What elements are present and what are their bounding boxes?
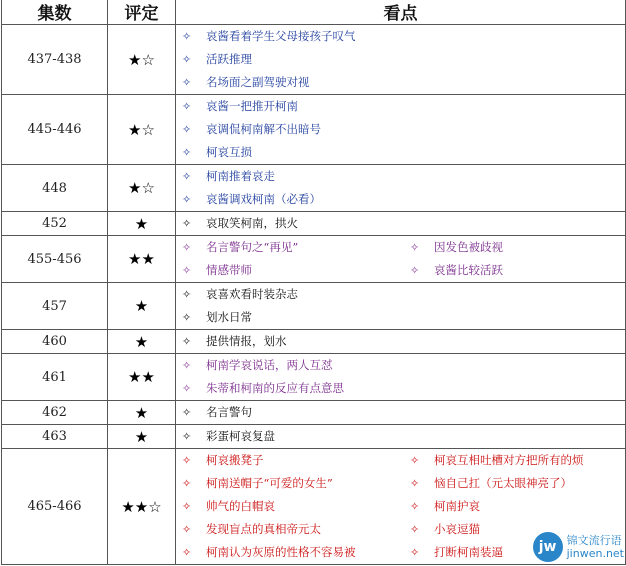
highlight-item [182,354,625,377]
header-highlights: 看点 [176,0,626,25]
episode-cell: 460 [2,330,108,354]
highlight-text: 情感带师 [206,263,252,277]
diamond-outline-icon: ✧ [410,241,420,254]
highlight-item [410,495,584,518]
highlight-text: 名场面之副驾驶对视 [206,75,310,89]
highlights-column-left [182,236,410,282]
rating-cell: ★ [108,425,176,449]
watermark [533,532,624,562]
episode-cell: 461 [2,354,108,401]
highlight-text: 柯南送帽子“可爱的女生” [206,476,333,490]
highlight-text: 小哀逗猫 [434,522,480,536]
watermark-text [567,534,624,560]
table-row [2,212,626,236]
highlight-text: 彩蛋柯哀复盘 [206,429,275,443]
highlight-text: 哀酱看着学生父母接孩子叹气 [206,29,356,43]
diamond-outline-icon: ✧ [410,454,420,467]
highlights-column-right [410,236,503,282]
episode-cell: 437-438 [2,25,108,95]
diamond-outline-icon: ✧ [182,288,192,301]
highlight-item [182,141,625,164]
highlight-text: 柯哀互损 [206,145,252,159]
diamond-outline-icon: ✧ [182,546,192,559]
highlight-item [182,377,625,400]
highlight-item [182,95,625,118]
diamond-outline-icon: ✧ [182,217,192,230]
highlight-item [182,541,410,564]
episode-cell: 462 [2,401,108,425]
rating-cell: ★ [108,330,176,354]
highlight-text: 柯南认为灰原的性格不容易被 [206,545,356,559]
highlight-text: 哀取笑柯南，拱火 [206,216,298,230]
highlights-cell [176,354,626,401]
table-row [2,283,626,330]
highlights-cell [176,165,626,212]
highlight-item [182,306,625,329]
diamond-outline-icon: ✧ [182,30,192,43]
highlight-item [410,259,503,282]
diamond-outline-icon: ✧ [182,53,192,66]
diamond-outline-icon: ✧ [182,76,192,89]
highlight-text: 柯哀搬凳子 [206,453,264,467]
diamond-outline-icon: ✧ [182,454,192,467]
diamond-outline-icon: ✧ [182,500,192,513]
highlights-cell [176,283,626,330]
highlight-item [410,236,503,259]
table-row [2,25,626,95]
diamond-outline-icon: ✧ [182,170,192,183]
highlight-item [182,212,625,235]
diamond-outline-icon: ✧ [182,100,192,113]
highlights-cell [176,330,626,354]
highlight-text: 划水日常 [206,310,252,324]
highlights-cell [176,212,626,236]
table-row [2,425,626,449]
highlight-text: 柯南护哀 [434,499,480,513]
highlight-item [182,48,625,71]
diamond-outline-icon: ✧ [182,193,192,206]
highlight-text: 恼自己扛（元太眼神亮了） [434,476,572,490]
highlight-item [182,495,410,518]
diamond-outline-icon: ✧ [410,523,420,536]
table-row [2,236,626,283]
highlight-text: 帅气的白帽哀 [206,499,275,513]
highlight-item [182,472,410,495]
highlight-text: 朱蒂和柯南的反应有点意思 [206,381,344,395]
highlights-cell [176,25,626,95]
rating-cell: ★☆ [108,95,176,165]
diamond-outline-icon: ✧ [410,546,420,559]
diamond-outline-icon: ✧ [182,523,192,536]
rating-cell: ★ [108,401,176,425]
rating-cell: ★ [108,212,176,236]
highlight-text: 柯哀互相吐槽对方把所有的烦 [434,453,584,467]
highlight-text: 发现盲点的真相帝元太 [206,522,321,536]
highlight-item [182,518,410,541]
highlight-text: 打断柯南装逼 [434,545,503,559]
highlight-text: 提供情报，划水 [206,334,287,348]
diamond-outline-icon: ✧ [182,241,192,254]
highlight-item [182,165,625,188]
highlight-item [182,236,410,259]
diamond-outline-icon: ✧ [182,264,192,277]
highlight-text: 柯南推着哀走 [206,169,275,183]
highlight-item [182,449,410,472]
highlight-item [182,71,625,94]
header-rating: 评定 [108,0,176,25]
highlight-item [182,188,625,211]
highlight-text: 哀喜欢看时装杂志 [206,287,298,301]
highlight-text: 名言警句之“再见” [206,240,299,254]
highlight-item [182,259,410,282]
highlight-text: 名言警句 [206,405,252,419]
rating-cell: ★★ [108,236,176,283]
highlight-item [182,283,625,306]
header-episodes: 集数 [2,0,108,25]
rating-cell: ★★☆ [108,449,176,565]
diamond-outline-icon: ✧ [182,146,192,159]
highlight-item [182,425,625,448]
highlights-cell [176,401,626,425]
episode-table [1,0,626,565]
episode-cell: 452 [2,212,108,236]
highlights-cell [176,236,626,283]
diamond-outline-icon: ✧ [182,382,192,395]
highlight-item [182,25,625,48]
episode-cell: 457 [2,283,108,330]
header-row [2,0,626,25]
diamond-outline-icon: ✧ [182,359,192,372]
rating-cell: ★ [108,283,176,330]
diamond-outline-icon: ✧ [182,311,192,324]
highlights-two-column [182,236,625,282]
diamond-outline-icon: ✧ [182,406,192,419]
highlight-text: 哀酱调戏柯南（必看） [206,192,321,206]
highlight-item [182,118,625,141]
table-row [2,165,626,212]
highlight-text: 哀酱比较活跃 [434,263,503,277]
highlight-text: 哀调侃柯南解不出暗号 [206,122,321,136]
diamond-outline-icon: ✧ [182,430,192,443]
episode-cell: 455-456 [2,236,108,283]
highlight-text: 哀酱一把推开柯南 [206,99,298,113]
highlights-column-left [182,449,410,564]
highlights-cell [176,425,626,449]
table-row [2,401,626,425]
highlight-text: 柯南学哀说话，两人互怼 [206,358,333,372]
diamond-outline-icon: ✧ [410,477,420,490]
episode-cell: 463 [2,425,108,449]
diamond-outline-icon: ✧ [182,335,192,348]
rating-cell: ★☆ [108,165,176,212]
diamond-outline-icon: ✧ [182,477,192,490]
watermark-line2: jinwen.net [566,547,624,560]
highlight-text: 活跃推理 [206,52,252,66]
highlight-item [182,401,625,424]
rating-cell: ★☆ [108,25,176,95]
watermark-logo: jw [533,532,563,562]
episode-cell: 465-466 [2,449,108,565]
episode-cell: 445-446 [2,95,108,165]
diamond-outline-icon: ✧ [410,264,420,277]
episode-cell: 448 [2,165,108,212]
highlight-item [410,449,584,472]
table-row [2,330,626,354]
diamond-outline-icon: ✧ [410,500,420,513]
table-row [2,95,626,165]
highlight-item [410,472,584,495]
watermark-line1: 锦文流行语 [566,534,622,547]
highlight-item [182,330,625,353]
rating-cell: ★★ [108,354,176,401]
highlight-text: 因发色被歧视 [434,240,503,254]
diamond-outline-icon: ✧ [182,123,192,136]
table-row [2,354,626,401]
highlights-cell [176,95,626,165]
